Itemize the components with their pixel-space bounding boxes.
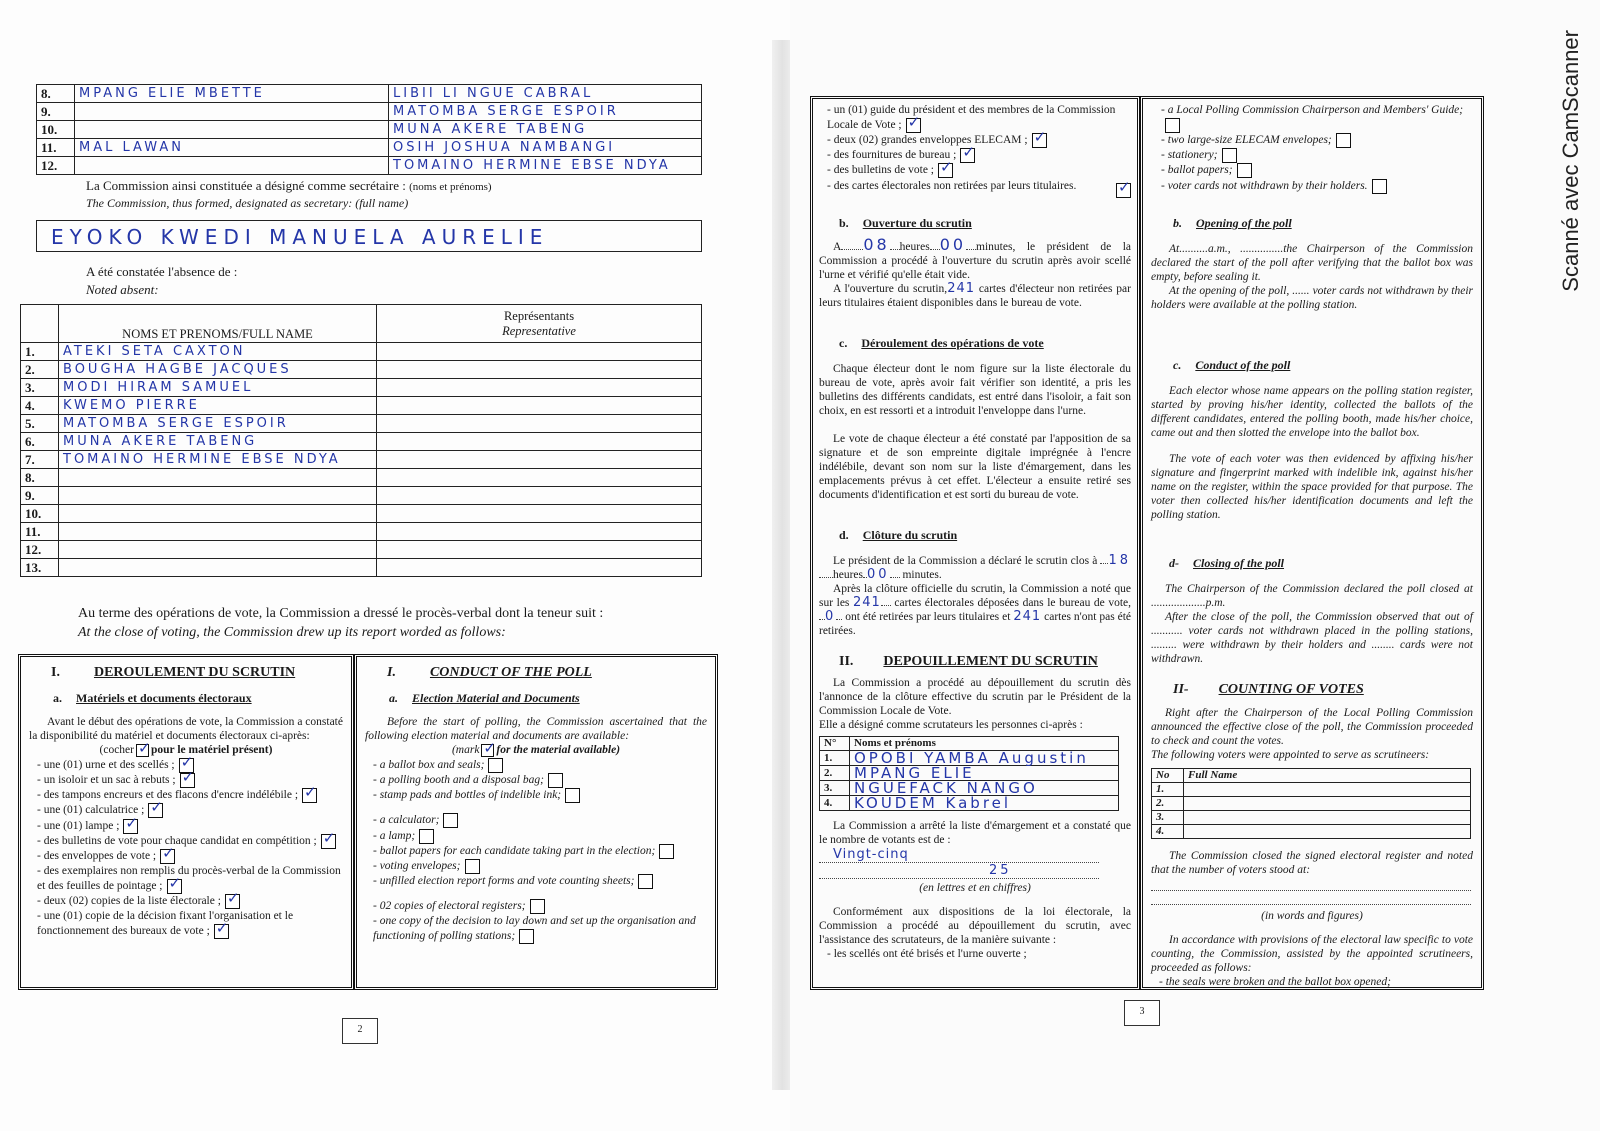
table-row xyxy=(21,487,702,505)
opening-heading: b. Opening of the poll xyxy=(1173,215,1292,230)
row-number: 4. xyxy=(21,397,59,415)
opening-cards-count: 241 xyxy=(947,280,976,296)
absent-representative xyxy=(377,487,702,505)
checklist-item: - a calculator; xyxy=(373,813,707,828)
closing-paragraph-2: After the close of the poll, the Commission observed that out of ........... voter cards not withdrawn placed in the polling stations, ......... were withdrawn by their holders and ........ cards were not withdrawn. xyxy=(1151,610,1473,665)
intro-paragraph: Avant le début des opérations de vote, la Commission a constaté la disponibilité du matériel et documents électoraux ci-après: xyxy=(29,716,343,742)
checklist-item: - stamp pads and bottles of indelible ink; xyxy=(373,788,707,803)
close-intro-fr: Au terme des opérations de vote, la Commission a dressé le procès-verbal dont la teneur suit : xyxy=(78,606,604,621)
closing-cards-not-withdrawn: 241 xyxy=(1013,608,1042,624)
subsection-title: Matériels et documents électoraux xyxy=(76,691,252,705)
right-page xyxy=(790,0,1600,1131)
header-name: Noms et prénoms xyxy=(850,736,1119,750)
absent-name: MODI HIRAM SAMUEL xyxy=(59,379,377,397)
row-number: 6. xyxy=(21,433,59,451)
checkbox[interactable] xyxy=(565,788,580,803)
header-number: No xyxy=(1152,768,1184,782)
counting-paragraph-2: Elle a désigné comme scrutateurs les personnes ci-après : xyxy=(819,718,1083,731)
table-row xyxy=(820,780,1119,795)
checkbox[interactable] xyxy=(443,813,458,828)
table-row xyxy=(21,541,702,559)
row-number: 4. xyxy=(820,795,850,810)
secretary-label-fr: La Commission ainsi constituée a désigné comme secrétaire : (noms et prénoms) xyxy=(86,178,492,193)
row-number: 7. xyxy=(21,451,59,469)
voters-count-words: Vingt-cinq xyxy=(819,847,1099,863)
mark-instruction: (mark ✓ for the material available) xyxy=(365,743,707,758)
checklist-item: - deux (02) grandes enveloppes ELECAM ;✓ xyxy=(827,133,1131,148)
closing-heading: d. Clôture du scrutin xyxy=(839,527,958,542)
absent-representative xyxy=(377,541,702,559)
row-number: 3. xyxy=(820,780,850,795)
row-number: 5. xyxy=(21,415,59,433)
checklist-item: - un isoloir et un sac à rebuts ;✓ xyxy=(37,773,343,788)
row-number: 12. xyxy=(37,157,75,175)
header-name: Full Name xyxy=(1184,768,1471,782)
opening-minutes: 00 xyxy=(939,234,967,254)
mark-instruction: (cocher ✓ pour le matériel présent) xyxy=(29,743,343,758)
conduct-paragraph-2: The vote of each voter was then evidenced by affixing his/her signature and fingerprint marked with indelible ink, against his/her name on the register, within the space provided for that purpose. The voter then collected his/her identification documents and left the polling station. xyxy=(1151,452,1473,521)
checkbox[interactable] xyxy=(1222,148,1237,163)
row-number: 2. xyxy=(1152,796,1184,810)
checkbox[interactable] xyxy=(638,874,653,889)
table-row xyxy=(21,451,702,469)
subsection-number: a. xyxy=(389,691,398,705)
checklist-item: - des fournitures de bureau ;✓ xyxy=(827,148,1131,163)
absent-representative xyxy=(377,451,702,469)
conduct-paragraph-1: Each elector whose name appears on the polling station register, started by proving his/her identity, collected the ballots of the different candidates, entered the polling booth, made his/her choice, came out and then slotted the envelope into the ballot box. xyxy=(1151,384,1473,439)
closing-paragraph-2: Après la clôture officielle du scrutin, la Commission a noté que sur les 241 cartes électorales déposées dans le bureau de vote, 0 ont été retirées par leurs titulaires et 241 cartes n'ont pas été retirées. xyxy=(819,582,1132,637)
row-number: 2. xyxy=(21,361,59,379)
secretary-label-en: The Commission, thus formed, designated as secretary: (full name) xyxy=(86,196,409,210)
row-number: 1. xyxy=(820,750,850,765)
checklist-item: - voter cards not withdrawn by their holders. xyxy=(1161,179,1473,194)
checklist-item: - ballot papers for each candidate taking part in the election; xyxy=(373,844,707,859)
table-row xyxy=(37,103,702,121)
checklist-item: - a polling booth and a disposal bag; xyxy=(373,773,707,788)
table-row xyxy=(1152,796,1471,810)
checkbox[interactable] xyxy=(548,773,563,788)
counting-paragraph-2: The following voters were appointed to serve as scrutineers: xyxy=(1151,748,1430,761)
checklist-item: - des tampons encreurs et des flacons d'encre indélébile ;✓ xyxy=(37,788,343,803)
scrutineer-name xyxy=(1184,782,1471,796)
counting-paragraph-3: The Commission closed the signed electoral register and noted that the number of voters stood at: xyxy=(1151,849,1473,876)
absent-name xyxy=(59,469,377,487)
checkbox[interactable] xyxy=(1116,183,1131,198)
checkbox[interactable] xyxy=(960,148,975,163)
header-number: N° xyxy=(820,736,850,750)
opening-paragraph-1: A 08 heures 00 minutes, le président de la Commission a procédé à l'ouverture du scrutin après avoir scellé l'urne et vérifié qu'elle était vide. xyxy=(819,234,1131,281)
table-row xyxy=(37,139,702,157)
closing-paragraph-1: The Chairperson of the Commission declared the poll closed at ...................p.m. xyxy=(1151,582,1473,609)
row-number: 8. xyxy=(37,85,75,103)
checklist-item: - une (01) urne et des scellés ;✓ xyxy=(37,758,343,773)
sample-checkbox xyxy=(136,744,149,757)
scrutineer-name: NGUEFACK NANGO xyxy=(850,780,1119,795)
table-row xyxy=(1152,810,1471,824)
opening-hour: 08 xyxy=(863,234,890,254)
checkbox[interactable] xyxy=(906,118,921,133)
checkbox[interactable] xyxy=(488,758,503,773)
intro-paragraph: Before the start of polling, the Commission ascertained that the following election material and documents are available: xyxy=(365,716,707,742)
table-row xyxy=(21,343,702,361)
section-number: I. xyxy=(387,665,396,680)
closing-paragraph-1: Le président de la Commission a déclaré le scrutin clos à 18heures 00 minutes. xyxy=(819,554,1131,582)
close-intro-en: At the close of voting, the Commission drew up its report worded as follows: xyxy=(78,625,506,640)
closing-minutes: 00 xyxy=(867,566,890,582)
checkbox[interactable] xyxy=(1165,118,1180,133)
absent-representative xyxy=(377,361,702,379)
checklist-item: - un (01) guide du président et des membres de la Commission Locale de Vote ;✓ xyxy=(827,103,1131,133)
header-rep-en: Representative xyxy=(502,323,576,338)
secretary-name-field: EYOKO KWEDI MANUELA AURELIE xyxy=(36,220,702,252)
scrutineer-name xyxy=(1184,796,1471,810)
table-row xyxy=(37,157,702,175)
table-header xyxy=(21,305,702,343)
row-number: 4. xyxy=(1152,824,1184,838)
checkbox[interactable] xyxy=(530,899,545,914)
checklist-item: - des enveloppes de vote ;✓ xyxy=(37,849,343,864)
row-number: 1. xyxy=(21,343,59,361)
checklist-item: - des bulletins de vote pour chaque candidat en compétition ;✓ xyxy=(37,834,343,849)
absent-label-en: Noted absent: xyxy=(86,282,159,297)
absent-representative xyxy=(377,379,702,397)
voters-count-words-line xyxy=(1151,877,1471,891)
opening-paragraph-2: A l'ouverture du scrutin,241 cartes d'électeur non retirées par leurs titulaires étaient disponibles dans le bureau de vote. xyxy=(819,280,1131,309)
absent-name: ATEKI SETA CAXTON xyxy=(59,343,377,361)
page-number: 3 xyxy=(1124,1000,1160,1026)
conduct-paragraph-2: Le vote de chaque électeur a été constaté par l'apposition de sa signature et de son empreinte digitale imprégnée à l'encre indélébile, devant son nom sur la liste d'émargement, dans les emplacements prévus à cet effet. L'électeur a ensuite retiré ses documents d'identification et est sorti du bureau de vote. xyxy=(819,432,1131,501)
row-number: 11. xyxy=(21,523,59,541)
table-row xyxy=(21,415,702,433)
table-header xyxy=(1152,768,1471,782)
voters-count-figures: 25 xyxy=(819,863,1099,879)
member-name-left: MAL LAWAN xyxy=(75,139,389,157)
row-number: 11. xyxy=(37,139,75,157)
table-row xyxy=(21,505,702,523)
row-number: 10. xyxy=(21,505,59,523)
member-name-right: MUNA AKERE TABENG xyxy=(389,121,702,139)
opening-paragraph-1: At..........a.m., ...............the Chairperson of the Commission declared the start of the poll after verifying that the ballot box was empty, before sealing it. xyxy=(1151,242,1473,283)
checklist-item: - stationery; xyxy=(1161,148,1473,163)
checkbox[interactable] xyxy=(519,929,534,944)
voters-count-figures-line xyxy=(1151,891,1471,905)
member-name-left xyxy=(75,103,389,121)
members-table xyxy=(36,84,702,175)
checkbox[interactable] xyxy=(225,894,240,909)
absent-name xyxy=(59,487,377,505)
header-representative xyxy=(377,305,702,343)
table-row xyxy=(21,469,702,487)
checklist-item: - deux (02) copies de la liste électorale ;✓ xyxy=(37,894,343,909)
checkbox[interactable] xyxy=(419,829,434,844)
checklist-item: - ballot papers; xyxy=(1161,163,1473,178)
row-number: 2. xyxy=(820,765,850,780)
member-name-left: MPANG ELIE MBETTE xyxy=(75,85,389,103)
absent-name: MUNA AKERE TABENG xyxy=(59,433,377,451)
checkbox[interactable] xyxy=(659,844,674,859)
table-row xyxy=(21,523,702,541)
header-name: NOMS ET PRENOMS/FULL NAME xyxy=(59,305,377,343)
checklist-item: - voting envelopes; xyxy=(373,859,707,874)
header-rep-fr: Représentants xyxy=(503,308,575,323)
closing-cards-withdrawn: 0 xyxy=(825,608,837,624)
checkbox[interactable] xyxy=(465,859,480,874)
subsection-title: Election Material and Documents xyxy=(412,691,580,705)
absent-representative xyxy=(377,505,702,523)
checklist-item: - unfilled election report forms and vote counting sheets; xyxy=(373,874,707,889)
table-row xyxy=(37,121,702,139)
checklist-item: - a lamp; xyxy=(373,829,707,844)
table-row xyxy=(21,361,702,379)
table-row xyxy=(1152,782,1471,796)
opening-heading: b. Ouverture du scrutin xyxy=(839,215,972,230)
scrutineer-name: KOUDEM Kabrel xyxy=(850,795,1119,810)
closing-cards-total: 241 xyxy=(852,594,881,610)
member-name-left xyxy=(75,157,389,175)
checklist-item: - des cartes électorales non retirées par leurs titulaires. ✓ xyxy=(827,179,1131,194)
section-number: I. xyxy=(51,665,60,680)
counting-paragraph-1: La Commission a procédé au dépouillement du scrutin dès l'annonce de la clôture effective du scrutin par le Président de la Commission Locale de Vote. xyxy=(819,676,1131,717)
closing-hour: 18 xyxy=(1108,552,1131,568)
checkbox[interactable] xyxy=(938,163,953,178)
row-number: 3. xyxy=(1152,810,1184,824)
scrutineer-name xyxy=(1184,824,1471,838)
counting-heading: II- COUNTING OF VOTES xyxy=(1173,681,1364,697)
words-figures-note: (in words and figures) xyxy=(1261,909,1363,922)
checklist-item: - a Local Polling Commission Chairperson and Members' Guide; xyxy=(1161,103,1473,133)
member-name-right: OSIH JOSHUA NAMBANGI xyxy=(389,139,702,157)
checkbox[interactable] xyxy=(160,849,175,864)
fr-section-conduct xyxy=(18,654,354,990)
section-title: DEROULEMENT DU SCRUTIN xyxy=(93,665,296,680)
table-row xyxy=(820,795,1119,810)
checkbox[interactable] xyxy=(180,773,195,788)
absent-representative xyxy=(377,415,702,433)
member-name-right: TOMAINO HERMINE EBSE NDYA xyxy=(389,157,702,175)
absent-name: KWEMO PIERRE xyxy=(59,397,377,415)
left-page xyxy=(0,0,790,1131)
absent-representative xyxy=(377,433,702,451)
conduct-heading: c. Déroulement des opérations de vote xyxy=(839,335,1044,350)
checklist-item: - une (01) copie de la décision fixant l'organisation et le fonctionnement des bureaux de vote ;✓ xyxy=(37,909,343,939)
checkbox[interactable] xyxy=(1372,179,1387,194)
counting-paragraph-3: La Commission a arrêté la liste d'émargement et a constaté que le nombre de votants est de : xyxy=(819,819,1131,846)
absent-representative xyxy=(377,469,702,487)
row-number: 10. xyxy=(37,121,75,139)
absent-name: MATOMBA SERGE ESPOIR xyxy=(59,415,377,433)
table-row xyxy=(21,397,702,415)
checkbox[interactable] xyxy=(302,788,317,803)
absent-table xyxy=(20,304,702,577)
checkbox[interactable] xyxy=(1336,133,1351,148)
table-row xyxy=(21,559,702,577)
table-row xyxy=(21,379,702,397)
absent-name: BOUGHA HAGBE JACQUES xyxy=(59,361,377,379)
en-section-conduct xyxy=(354,654,718,990)
checkbox[interactable] xyxy=(321,834,336,849)
table-row xyxy=(1152,824,1471,838)
counting-paragraph-4: In accordance with provisions of the electoral law specific to vote counting, the Commission, assisted by the appointed scrutineers, proceeded as follows: xyxy=(1151,933,1473,974)
header-number xyxy=(21,305,59,343)
table-header xyxy=(820,736,1119,750)
checklist-item: - 02 copies of electoral registers; xyxy=(373,899,707,914)
checkbox[interactable] xyxy=(1237,163,1252,178)
checkbox[interactable] xyxy=(123,819,138,834)
conduct-heading: c. Conduct of the poll xyxy=(1173,357,1291,372)
opening-paragraph-2: At the opening of the poll, ...... voter cards not withdrawn by their holders were available at the polling station. xyxy=(1151,284,1473,311)
absent-representative xyxy=(377,343,702,361)
page-number: 2 xyxy=(342,1018,378,1044)
row-number: 13. xyxy=(21,559,59,577)
checkbox[interactable] xyxy=(1032,133,1047,148)
member-name-right: LIBII LI NGUE CABRAL xyxy=(389,85,702,103)
row-number: 9. xyxy=(37,103,75,121)
subsection-number: a. xyxy=(53,691,62,705)
absent-representative xyxy=(377,559,702,577)
scrutineer-name: OPOBI YAMBA Augustin xyxy=(850,750,1119,765)
en-column xyxy=(1140,96,1484,990)
scrutineers-table-en xyxy=(1151,768,1471,839)
table-row xyxy=(37,85,702,103)
row-number: 3. xyxy=(21,379,59,397)
checkbox[interactable] xyxy=(167,879,182,894)
checkbox[interactable] xyxy=(214,924,229,939)
checklist-item: - a ballot box and seals; xyxy=(373,758,707,773)
scrutineer-name xyxy=(1184,810,1471,824)
closing-heading: d- Closing of the poll xyxy=(1169,555,1285,570)
sample-checkbox xyxy=(481,744,494,757)
checklist-item: - two large-size ELECAM envelopes; xyxy=(1161,133,1473,148)
absent-name xyxy=(59,559,377,577)
member-name-right: MATOMBA SERGE ESPOIR xyxy=(389,103,702,121)
absent-representative xyxy=(377,397,702,415)
camscanner-watermark: Scanné avec CamScanner xyxy=(1558,30,1583,292)
checklist-item: - des exemplaires non remplis du procès-verbal de la Commission et des feuilles de pointage ;✓ xyxy=(37,864,343,894)
checklist-item: - one copy of the decision to lay down and set up the organisation and functioning of polling stations; xyxy=(373,915,696,943)
row-number: 9. xyxy=(21,487,59,505)
counting-paragraph-5: - les scellés ont été brisés et l'urne ouverte ; xyxy=(827,947,1027,960)
member-name-left xyxy=(75,121,389,139)
row-number: 1. xyxy=(1152,782,1184,796)
row-number: 12. xyxy=(21,541,59,559)
row-number: 8. xyxy=(21,469,59,487)
section-title: CONDUCT OF THE POLL xyxy=(429,665,592,680)
checklist-item: - une (01) calculatrice ;✓ xyxy=(37,803,343,818)
scrutineer-name: MPANG ELIE xyxy=(850,765,1119,780)
table-row xyxy=(820,750,1119,765)
fr-column xyxy=(810,96,1140,990)
table-row xyxy=(820,765,1119,780)
counting-paragraph-5: - the seals were broken and the ballot box opened; xyxy=(1159,975,1391,988)
absent-name: TOMAINO HERMINE EBSE NDYA xyxy=(59,451,377,469)
table-row xyxy=(21,433,702,451)
counting-paragraph-4: Conformément aux dispositions de la loi électorale, la Commission a procédé au dépouillement du scrutin, avec l'assistance des scrutateurs, de la manière suivante : xyxy=(819,905,1131,946)
counting-heading: II. DEPOUILLEMENT DU SCRUTIN xyxy=(839,653,1098,669)
words-figures-note: (en lettres et en chiffres) xyxy=(919,881,1031,894)
absent-name xyxy=(59,505,377,523)
checkbox[interactable] xyxy=(148,803,163,818)
counting-paragraph-1: Right after the Chairperson of the Local Polling Commission announced the effective close of the poll, the Commission proceeded to check and count the votes. xyxy=(1151,706,1473,747)
absent-name xyxy=(59,541,377,559)
checklist-item: - des bulletins de vote ;✓ xyxy=(827,163,1131,178)
absent-name xyxy=(59,523,377,541)
absent-representative xyxy=(377,523,702,541)
scrutineers-table-fr xyxy=(819,736,1119,811)
absent-label-fr: A été constatée l'absence de : xyxy=(86,264,238,279)
checklist-item: - une (01) lampe ;✓ xyxy=(37,819,343,834)
conduct-paragraph-1: Chaque électeur dont le nom figure sur la liste électorale du bureau de vote, après avoir fait vérifier son identité, a pris les bulletins des différents candidats, est entré dans l'isoloir, a fait son choix, en est ressorti et a introduit l'enveloppe dans l'urne. xyxy=(819,362,1131,417)
